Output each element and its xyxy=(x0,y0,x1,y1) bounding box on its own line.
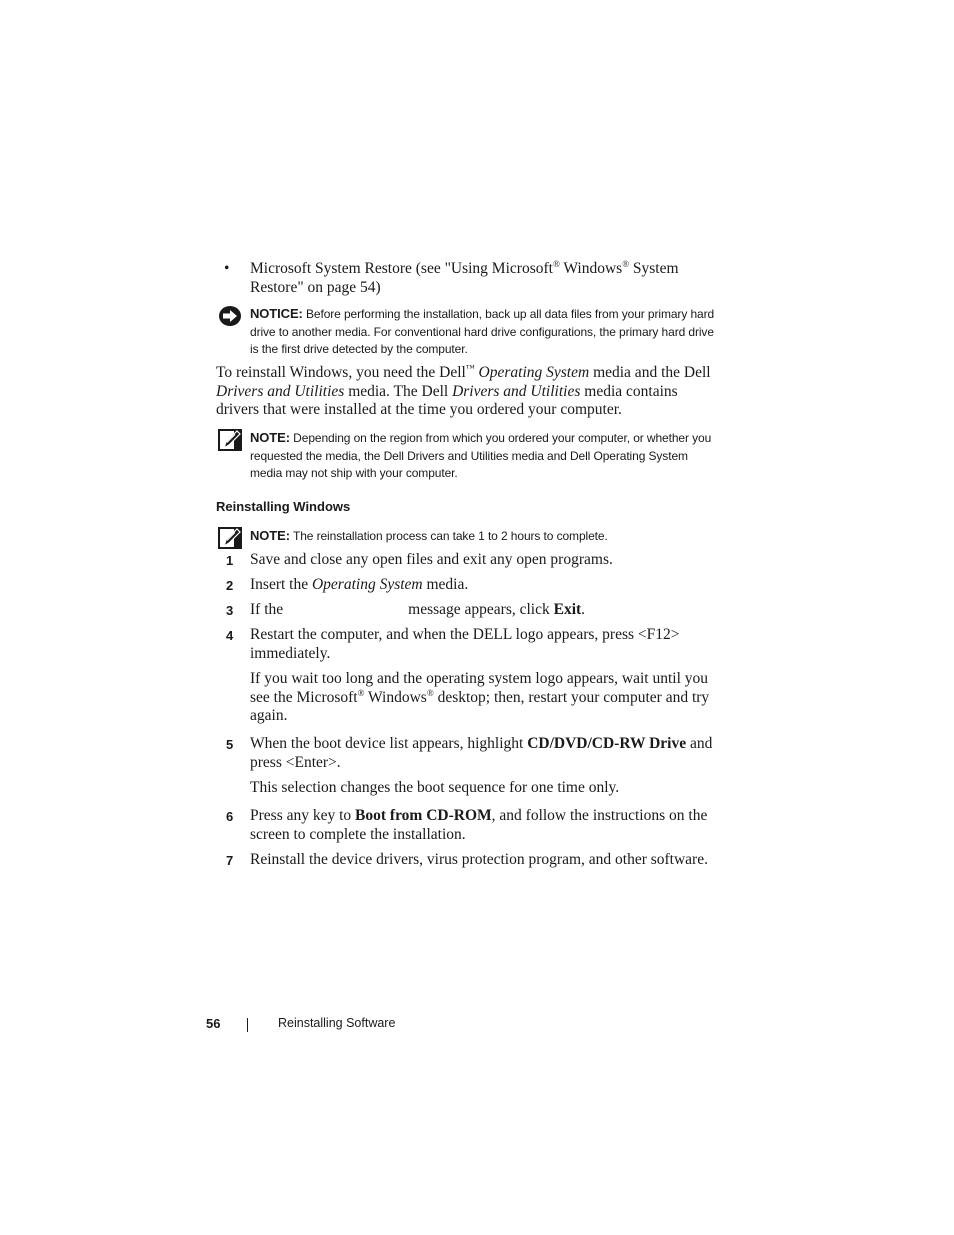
note-box-media xyxy=(216,429,726,483)
step-5-detail: This selection changes the boot sequence for one time only. xyxy=(250,779,620,796)
notice-text: NOTICE: Before performing the installation, back up all data files from your primary hard drive to another media. For conventional hard drive configurations, the primary hard drive is the first drive detected by the computer. xyxy=(250,306,715,357)
step-text: Save and close any open files and exit any open programs. xyxy=(250,551,613,568)
notice-label: NOTICE: xyxy=(250,306,303,321)
page-number: 56 xyxy=(206,1016,221,1031)
note-label: NOTE: xyxy=(250,528,290,543)
step-text: Reinstall the device drivers, virus protection program, and other software. xyxy=(250,851,708,868)
note-label: NOTE: xyxy=(250,430,290,445)
note-pencil-icon xyxy=(218,527,242,549)
note-text: NOTE: The reinstallation process can take 1 to 2 hours to complete. xyxy=(250,528,608,543)
step-text: Restart the computer, and when the DELL logo appears, press <F12> immediately. xyxy=(250,626,680,662)
note-pencil-icon xyxy=(218,429,242,451)
step-text: Press any key to Boot from CD-ROM, and follow the instructions on the screen to complete the installation. xyxy=(250,807,708,843)
bullet-text: Microsoft System Restore (see "Using Microsoft® Windows® System Restore" on page 54) xyxy=(250,259,679,296)
intro-paragraph: To reinstall Windows, you need the Dell™ Operating System media and the Dell Drivers and Utilities media. The Dell Drivers and Utilities media contains drivers that were installed at the time you ordered your computer. xyxy=(216,363,711,419)
step-4-detail: If you wait too long and the operating system logo appears, wait until you see the Microsoft® Windows® desktop; then, restart your computer and try again. xyxy=(250,670,710,725)
step-number: 2 xyxy=(226,578,234,593)
step-text: Insert the Operating System media. xyxy=(250,576,469,593)
bullet-symbol: • xyxy=(224,260,230,277)
note-text: NOTE: Depending on the region from which you ordered your computer, or whether you requested the media, the Dell Drivers and Utilities media and Dell Operating System media may not ship with your computer. xyxy=(250,430,712,481)
step-number: 1 xyxy=(226,553,234,568)
footer-separator xyxy=(247,1018,248,1032)
step-text: When the boot device list appears, highlight CD/DVD/CD-RW Drive and press <Enter>. xyxy=(250,735,713,771)
footer-section-title: Reinstalling Software xyxy=(278,1016,396,1030)
step-number: 7 xyxy=(226,853,234,868)
section-heading: Reinstalling Windows xyxy=(216,499,351,514)
notice-arrow-icon xyxy=(218,305,242,327)
step-number: 6 xyxy=(226,809,234,824)
note-box-duration xyxy=(216,527,726,549)
notice-box xyxy=(216,305,726,359)
step-number: 5 xyxy=(226,737,234,752)
step-text: If the message appears, click Exit. xyxy=(250,601,586,618)
step-number: 3 xyxy=(226,603,234,618)
step-number: 4 xyxy=(226,628,234,643)
